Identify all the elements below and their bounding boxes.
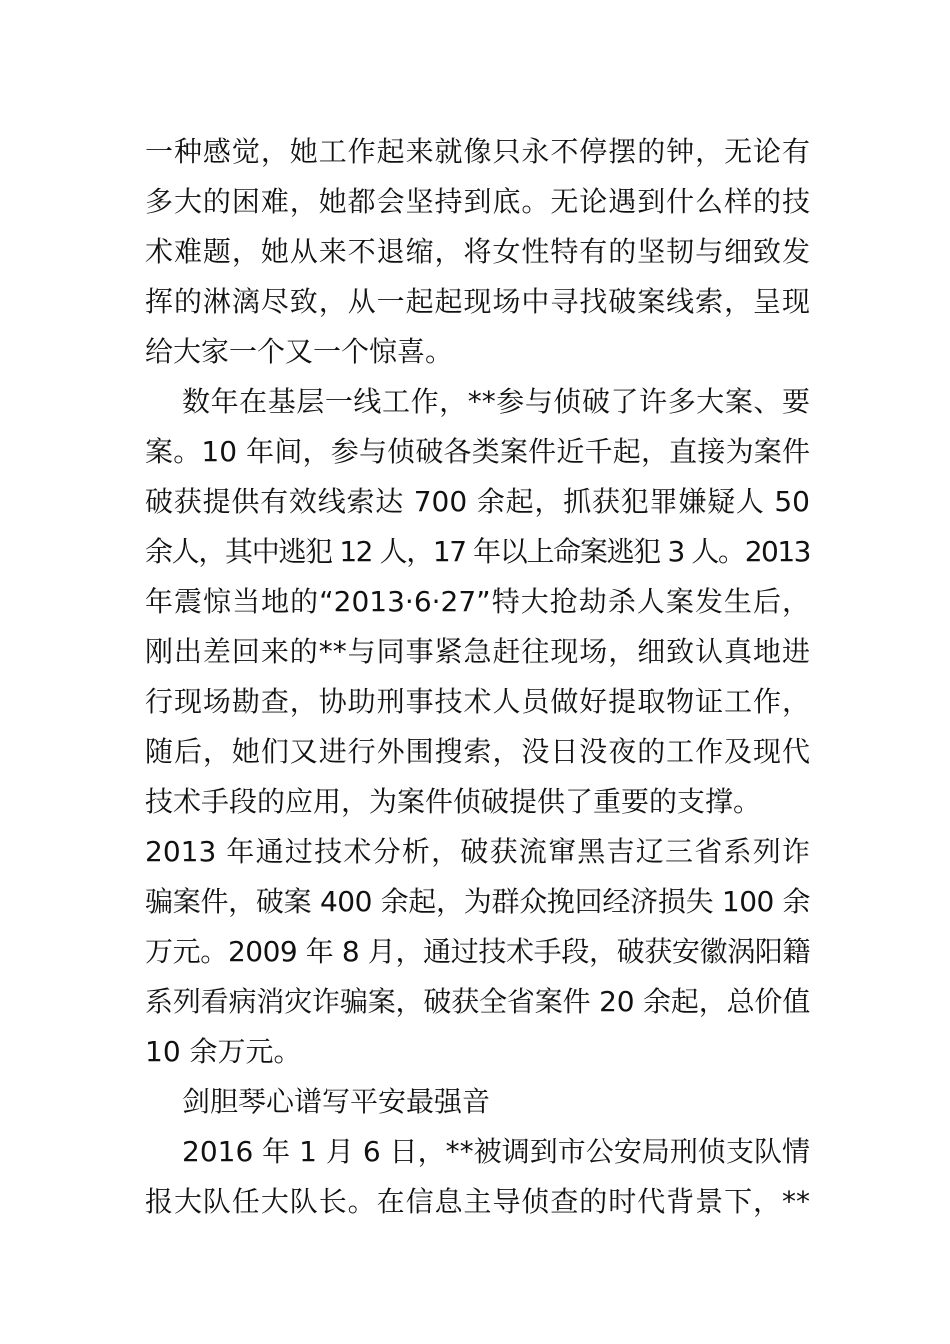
text-line: 2013 年通过技术分析，破获流窜黑吉辽三省系列诈: [145, 835, 810, 868]
text-line: 技术手段的应用，为案件侦破提供了重要的支撑。: [145, 785, 762, 818]
body-text: [145, 127, 810, 1227]
text-line: 刚出差回来的**与同事紧急赶往现场，细致认真地进: [145, 635, 810, 668]
text-line: 万元。2009 年 8 月，通过技术手段，破获安徽涡阳籍: [145, 935, 810, 968]
text-line: 行现场勘查，协助刑事技术人员做好提取物证工作，: [145, 685, 810, 718]
section-heading: 剑胆琴心谱写平安最强音: [182, 1085, 491, 1118]
text-line: 10 余万元。: [145, 1035, 302, 1068]
text-line: 给大家一个又一个惊喜。: [145, 335, 454, 368]
text-line: 案。10 年间，参与侦破各类案件近千起，直接为案件: [145, 435, 810, 468]
text-line: 术难题，她从来不退缩，将女性特有的坚韧与细致发: [145, 235, 810, 268]
text-line: 骗案件，破案 400 余起，为群众挽回经济损失 100 余: [145, 885, 810, 918]
text-line: 多大的困难，她都会坚持到底。无论遇到什么样的技: [145, 185, 810, 218]
text-line: 数年在基层一线工作，**参与侦破了许多大案、要: [182, 385, 810, 418]
text-line: 报大队任大队长。在信息主导侦查的时代背景下，**: [145, 1185, 810, 1218]
text-line: 2016 年 1 月 6 日，**被调到市公安局刑侦支队情: [182, 1135, 810, 1168]
text-line: 一种感觉，她工作起来就像只永不停摆的钟，无论有: [145, 135, 810, 168]
text-line: 年震惊当地的“2013·6·27”特大抢劫杀人案发生后，: [145, 585, 810, 618]
text-line: 破获提供有效线索达 700 余起，抓获犯罪嫌疑人 50: [145, 485, 810, 518]
text-line: 系列看病消灾诈骗案，破获全省案件 20 余起，总价值: [145, 985, 810, 1018]
text-line: 余人，其中逃犯 12 人，17 年以上命案逃犯 3 人。2013: [145, 535, 810, 568]
text-line: 挥的淋漓尽致，从一起起现场中寻找破案线索，呈现: [145, 285, 810, 318]
text-line: 随后，她们又进行外围搜索，没日没夜的工作及现代: [145, 735, 810, 768]
